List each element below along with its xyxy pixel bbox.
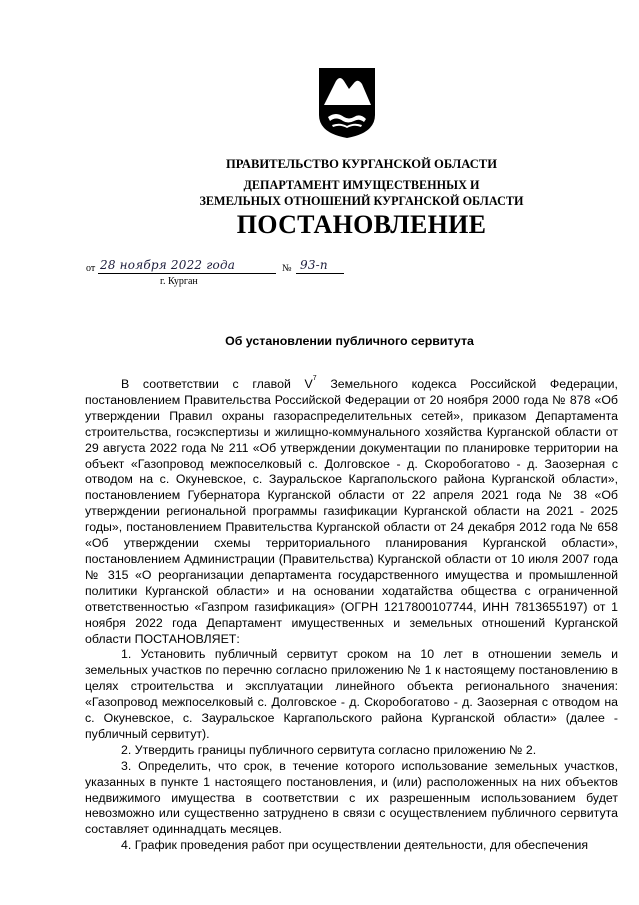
clause-3: 3. Определить, что срок, в течение которого использование земельных участков, указанных в пункте 1 настоящего постановления, и (или) расположенных на них объектов недвижимого имущества в соответствии с их разрешенным использованием будет невозможно или существенно затруднено в связи с осуществлением публичного сервитута составляет одиннадцать месяцев. xyxy=(85,758,618,837)
department-name xyxy=(42,178,639,209)
handwritten-date: 28 ноября 2022 года xyxy=(100,258,236,272)
document-title: ПОСТАНОВЛЕНИЕ xyxy=(236,210,487,239)
handwritten-number: 93-п xyxy=(300,258,328,272)
government-name: ПРАВИТЕЛЬСТВО КУРГАНСКОЙ ОБЛАСТИ xyxy=(226,157,497,171)
city-label: г. Курган xyxy=(160,276,198,287)
preamble-text-start: В соответствии с главой V xyxy=(121,377,313,391)
date-underline xyxy=(98,273,276,274)
document-body xyxy=(85,377,618,854)
clause-4: 4. График проведения работ при осуществлении деятельности, для обеспечения xyxy=(121,838,589,853)
document-subject: Об установлении публичного сервитута xyxy=(225,334,474,348)
number-label: № xyxy=(282,263,292,274)
chapter-superscript: 7 xyxy=(312,375,317,382)
date-number-line xyxy=(86,259,386,277)
from-label: от xyxy=(86,263,96,274)
clause-1: 1. Установить публичный сервитут сроком на 10 лет в отношении земель и земельных участков по перечню согласно приложению № 1 к настоящему постановлению в целях строительства и эксплуатации линейного объекта регионального значения: «Газопровод межпоселковый с. Долговское - д. Скоробогатово - д. Заозерная с отводом на с. Окуневское, с. Зауральское Каргапольского района Курганской области» (далее - публичный сервитут). xyxy=(85,647,618,741)
number-underline xyxy=(296,273,344,274)
clause-2: 2. Утвердить границы публичного сервитута согласно приложению № 2. xyxy=(121,742,537,757)
department-name-line1: ДЕПАРТАМЕНТ ИМУЩЕСТВЕННЫХ И xyxy=(243,178,480,192)
coat-of-arms-emblem xyxy=(318,67,376,139)
preamble-text-rest: Земельного кодекса Российской Федерации, постановлением Правительства Российской Федерации от 20 ноября 2000 года № 878 «Об утверждении Правил охраны газораспределительных сетей», приказом Департамента строительства, госэкспертизы и жилищно-коммунального хозяйства Курганской области от 29 августа 2022 года № 211 «Об утверждении документации по планировке территории на объект «Газопровод межпоселковый с. Долговское - д. Скоробогатово - д. Заозерная с отводом на с. Окуневское, с. Зауральское Каргапольского района Курганской области», постановлением Губернатора Курганской области от 22 апреля 2021 года № 38 «Об утверждении региональной программы газификации Курганской области на 2021 - 2025 годы», постановлением Правительства Курганской области от 24 декабря 2012 года № 658 «Об утверждении схемы территориального планирования Курганской области», постановлением Администрации (Правительства) Курганской области от 10 июля 2007 года № 315 «О реорганизации департамента государственного имущества и промышленной политики Курганской области» и на основании ходатайства общества с ограниченной ответственностью «Газпром газификация» (ОГРН 1217800107744, ИНН 7813655197) от 1 ноября 2022 года Департамент имущественных и земельных отношений Курганской области ПОСТАНОВЛЯЕТ: xyxy=(85,377,618,646)
department-name-line2: ЗЕМЕЛЬНЫХ ОТНОШЕНИЙ КУРГАНСКОЙ ОБЛАСТИ xyxy=(199,193,524,208)
preamble-paragraph xyxy=(85,377,618,647)
